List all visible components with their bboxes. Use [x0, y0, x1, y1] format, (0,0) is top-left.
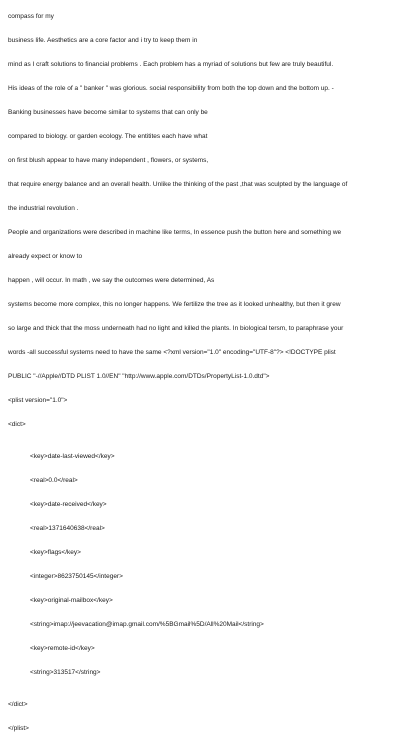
text-line: words -all successful systems need to have the same <?xml version="1.0" encoding="UTF-8"?> <!DOCTYPE plist: [8, 349, 336, 356]
plist-entry: <string>imap://jeevacation@imap.gmail.com/%5BGmail%5D/All%20Mail</string>: [30, 621, 264, 628]
text-line: People and organizations were described in machine like terms, In essence push the button here and something we: [8, 229, 342, 236]
text-line: on first blush appear to have many independent , flowers, or systems,: [8, 157, 209, 164]
plist-entry: <integer>8623750145</integer>: [30, 573, 123, 580]
plist-entry: <string>313517</string>: [30, 669, 101, 676]
document-body: [8, 0, 392, 741]
plist-entry: <key>date-received</key>: [30, 501, 107, 508]
text-line: compared to biology. or garden ecology. The entitites each have what: [8, 133, 208, 140]
dict-open-tag: <dict>: [8, 421, 26, 428]
text-line: PUBLIC "-//Apple//DTD PLIST 1.0//EN" "http://www.apple.com/DTDs/PropertyList-1.0.dtd">: [8, 373, 270, 380]
text-line: that require energy balance and an overall health. Unlike the thinking of the past ,that was sculpted by the language of: [8, 181, 348, 188]
plist-entry: <key>original-mailbox</key>: [30, 597, 113, 604]
plist-entry: <key>remote-id</key>: [30, 645, 95, 652]
text-line: Banking businesses have become similar to systems that can only be: [8, 109, 208, 116]
plist-open-tag: <plist version="1.0">: [8, 397, 68, 404]
text-line: already expect or know to: [8, 253, 83, 260]
text-line: compass for my: [8, 13, 54, 20]
plist-entry: <real>1371640638</real>: [30, 525, 105, 532]
plist-entry: <real>0.0</real>: [30, 477, 78, 484]
plist-entry: <key>date-last-viewed</key>: [30, 453, 115, 460]
dict-close-tag: </dict>: [8, 701, 28, 708]
plist-close-tag: </plist>: [8, 725, 29, 732]
text-line: so large and thick that the moss underneath had no light and killed the plants. In biological tersm, to paraphrase your: [8, 325, 344, 332]
text-line: the industrial revolution .: [8, 205, 79, 212]
plist-entry: <key>flags</key>: [30, 549, 81, 556]
text-line: happen , will occur. In math , we say the outcomes were determined, As: [8, 277, 215, 284]
text-line: systems become more complex, this no longer happens. We fertilize the tree as it looked unhealthy, but then it grew: [8, 301, 341, 308]
text-line: business life. Aesthetics are a core factor and i try to keep them in: [8, 37, 198, 44]
text-line: His ideas of the role of a " banker " was glorious. social responsibility from both the top down and the bottom up. -: [8, 85, 334, 92]
text-line: mind as I craft solutions to financial problems . Each problem has a myriad of solutions but few are truly beautiful.: [8, 61, 334, 68]
